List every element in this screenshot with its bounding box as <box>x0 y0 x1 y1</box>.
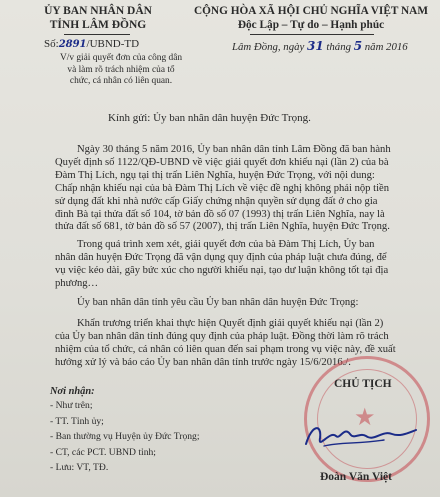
agency-underline <box>64 34 130 35</box>
recipient-item: - Lưu: VT, TĐ. <box>50 462 109 474</box>
year-label: năm 2016 <box>364 41 408 53</box>
handwritten-signature <box>300 416 420 456</box>
paragraph-3 <box>55 297 433 310</box>
paragraph-2 <box>55 239 433 291</box>
subject-line: chức, cá nhân có liên quan. <box>69 76 173 86</box>
paragraph-1 <box>55 144 433 234</box>
place: Lâm Đồng, <box>232 41 281 53</box>
paragraph-line: Chấp nhận khiếu nại của bà Đàm Thị Lích về việc đề nghị không phải nộp tiền <box>55 182 390 194</box>
number-handwritten: 2891 <box>58 39 87 50</box>
paragraph-line: Trong quá trình xem xét, giải quyết đơn của bà Đàm Thị Lích, Ủy ban <box>77 239 375 250</box>
motto-underline <box>250 34 374 35</box>
recipients-title: Nơi nhận: <box>50 386 95 397</box>
agency-name-line1: ỦY BAN NHÂN DÂN <box>44 5 152 17</box>
paragraph-line: nhân dân huyện Đức Trọng đã vận dụng quy định của pháp luật chưa đúng, để <box>55 251 387 263</box>
day-handwritten: 31 <box>307 39 324 53</box>
paragraph-line: Khẩn trương triển khai thực hiện Quyết định giải quyết khiếu nại (lần 2) <box>77 318 384 329</box>
recipient-item: - Ban thường vụ Huyện ủy Đức Trọng; <box>50 431 200 443</box>
recipient-item: - CT, các PCT. UBND tỉnh; <box>50 446 156 458</box>
subject-line: V/v giải quyết đơn của công dân <box>59 53 183 63</box>
paragraph-line: Ngày 30 tháng 5 năm 2016, Ủy ban nhân dân tỉnh Lâm Đồng đã ban hành <box>77 144 391 155</box>
subject-block <box>46 53 196 88</box>
paragraph-line: của Ủy ban nhân dân tỉnh đúng quy định của pháp luật. Đồng thời làm rõ trách <box>55 330 389 342</box>
document-number <box>44 38 139 50</box>
paragraph-line: Đàm Thị Lích, ngụ tại thị trấn Liên Nghĩa, huyện Đức Trọng, với nội dung: <box>55 169 375 181</box>
signer-title: CHỦ TỊCH <box>334 378 392 390</box>
seal-star-icon: ★ <box>354 405 376 431</box>
month-label: tháng <box>326 41 351 53</box>
paragraph-line: đình Bà tại thửa đất số 104, tờ bản đồ số 07 (1993) thị trấn Liên Nghĩa, nay là <box>55 208 385 220</box>
recipient-line: Kính gửi: Ủy ban nhân dân huyện Đức Trọng. <box>108 112 311 124</box>
place-date <box>232 39 408 53</box>
paragraph-line: Ủy ban nhân dân tỉnh yêu cầu Ủy ban nhân dân huyện Đức Trọng: <box>77 297 359 308</box>
paragraph-line: vụ việc kéo dài, gây bức xúc cho người khiếu nại, tạo dư luận không tốt tại địa <box>55 264 389 276</box>
number-prefix: Số: <box>44 38 59 50</box>
paragraph-line: sử dụng đất khi nhà nước cấp Giấy chứng nhận quyền sử dụng đất ở cho gia <box>55 195 378 207</box>
national-motto: Độc Lập – Tự do – Hạnh phúc <box>237 19 385 31</box>
number-suffix: /UBND-TD <box>86 38 140 50</box>
paragraph-line: hướng xử lý và báo cáo Ủy ban nhân dân tỉnh trước ngày 15/6/2016./. <box>55 356 351 368</box>
subject-line: và làm rõ trách nhiệm của tổ <box>67 64 175 75</box>
month-handwritten: 5 <box>353 39 363 53</box>
recipients-list <box>50 386 200 474</box>
paragraph-line: Quyết định số 1122/QĐ-UBND về việc giải quyết đơn khiếu nại (lần 2) của bà <box>55 156 389 168</box>
recipient-item: - TT. Tỉnh ủy; <box>50 415 104 427</box>
national-title: CỘNG HÒA XÃ HỘI CHỦ NGHĨA VIỆT NAM <box>193 5 429 17</box>
signer-name: Đoàn Văn Việt <box>320 471 392 483</box>
paragraph-line: phương… <box>55 277 99 289</box>
recipient-item: - Như trên; <box>50 400 93 412</box>
paragraph-line: thửa đất số 681, tờ bản đồ số 57 (2007), thị trấn Liên Nghĩa, huyện Đức Trọng. <box>55 221 390 233</box>
day-label: ngày <box>283 41 305 53</box>
paragraph-line: nhiệm của tổ chức, cá nhân có liên quan đến sai phạm trong vụ việc này, đề xuất <box>55 343 396 355</box>
agency-name-line2: TỈNH LÂM ĐỒNG <box>49 19 147 31</box>
